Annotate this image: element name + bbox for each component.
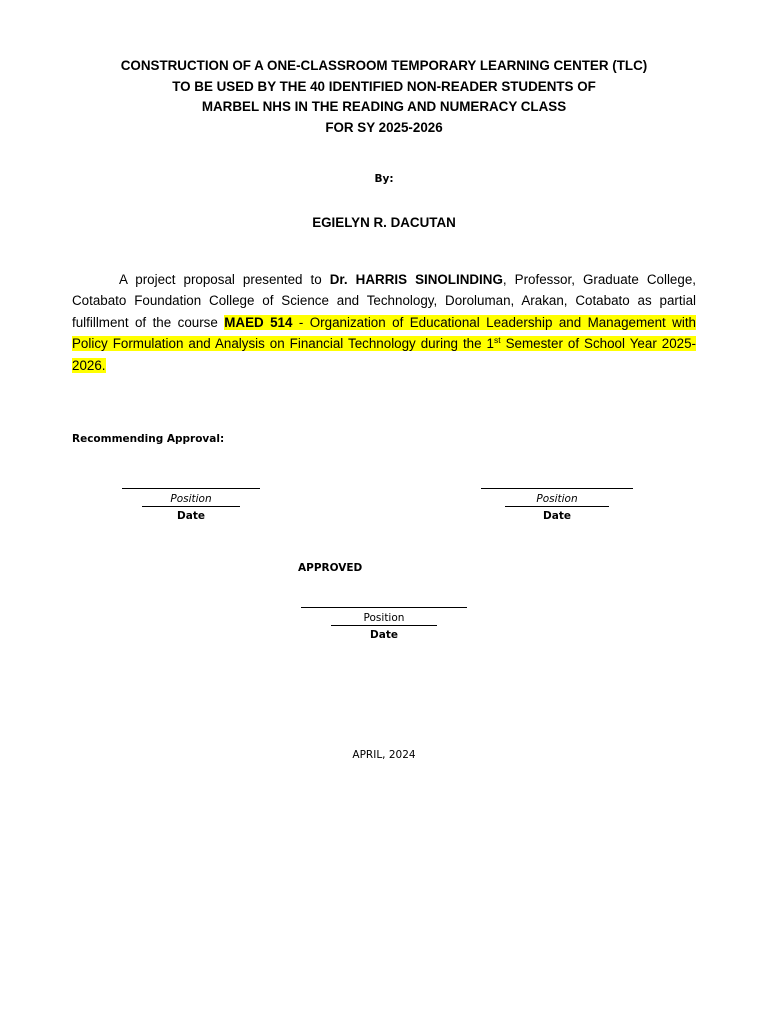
recommending-approval-label: Recommending Approval:: [72, 433, 225, 445]
right-signatory-block: [478, 488, 636, 522]
author-name: EGIELYN R. DACUTAN: [312, 215, 456, 230]
left-date-label: Date: [177, 510, 205, 522]
title-line-3: MARBEL NHS IN THE READING AND NUMERACY CLASS: [201, 99, 567, 114]
approver-block: [298, 607, 470, 641]
right-position-label: Position: [536, 493, 578, 505]
proposal-intro: A project proposal presented to: [119, 272, 330, 287]
document-date: APRIL, 2024: [352, 749, 416, 761]
document-title: [0, 56, 768, 138]
approver-position-label: Position: [363, 612, 405, 624]
semester-text: Semester of School Year 2025-2026.: [72, 336, 697, 373]
approver-signature-line: [301, 607, 467, 608]
approved-label: APPROVED: [298, 562, 363, 574]
title-line-1: CONSTRUCTION OF A ONE-CLASSROOM TEMPORARY LEARNING CENTER (TLC): [120, 58, 648, 73]
left-signatory-block: [118, 488, 264, 522]
left-signature-line: [122, 488, 260, 489]
course-title: - Organization of Educational Leadership and Management with Policy Formulation and Analysis on Financial Technology during the 1: [72, 314, 696, 352]
left-position-label: Position: [170, 493, 212, 505]
right-signature-line: [481, 488, 633, 489]
by-label: By:: [374, 173, 394, 185]
approver-date-label: Date: [370, 629, 398, 641]
course-code: MAED 514: [224, 314, 293, 330]
title-line-4: FOR SY 2025-2026: [325, 119, 443, 135]
left-date-line: [142, 506, 240, 507]
ordinal-superscript: st: [494, 335, 501, 346]
professor-name: Dr. HARRIS SINOLINDING: [329, 272, 503, 287]
title-line-2: TO BE USED BY THE 40 IDENTIFIED NON-READER STUDENTS OF: [172, 78, 596, 94]
right-date-line: [505, 506, 609, 507]
proposal-affiliation: , Professor, Graduate College, Cotabato Foundation College of Science and Technology, Doroluman, Arakan, Cotabato as partial fulfillment of the course: [72, 272, 696, 330]
approver-date-line: [331, 625, 437, 626]
proposal-paragraph: [72, 269, 696, 376]
right-date-label: Date: [543, 510, 571, 522]
